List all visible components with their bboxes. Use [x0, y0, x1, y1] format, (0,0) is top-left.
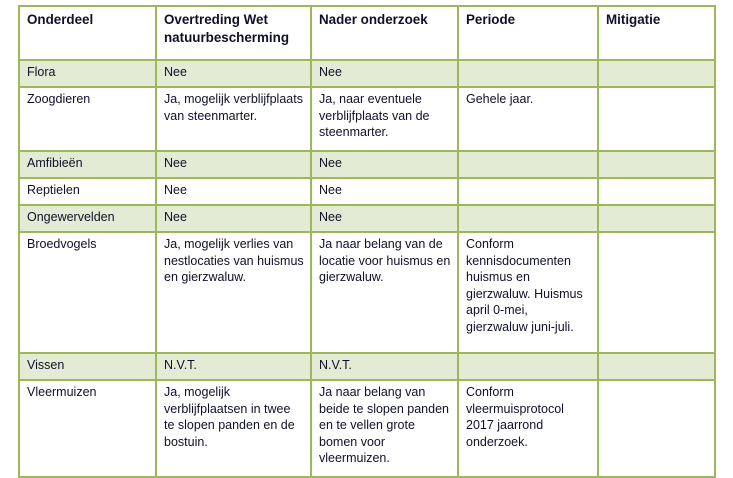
- cell-mitigatie: [598, 60, 715, 87]
- column-header-overtreding-label: Overtreding Wet natuurbescherming: [164, 12, 290, 45]
- cell-overtreding-text: Ja, mogelijk verblijfplaats van steenmarter.: [164, 92, 303, 123]
- cell-periode: [458, 60, 598, 87]
- cell-mitigatie: [598, 87, 715, 151]
- cell-overtreding: [156, 87, 311, 151]
- cell-overtreding: [156, 60, 311, 87]
- cell-onderdeel: [19, 151, 156, 178]
- cell-overtreding-text: Nee: [164, 65, 187, 79]
- cell-nader-onderzoek: [311, 87, 458, 151]
- column-header-periode-label: Periode: [466, 12, 516, 27]
- cell-overtreding: [156, 205, 311, 232]
- table-row: [19, 87, 715, 151]
- cell-periode: [458, 353, 598, 380]
- cell-periode: [458, 151, 598, 178]
- cell-overtreding: [156, 380, 311, 477]
- cell-periode: [458, 380, 598, 477]
- cell-mitigatie: [598, 205, 715, 232]
- column-header-periode: [458, 6, 598, 60]
- cell-mitigatie: [598, 353, 715, 380]
- cell-overtreding: [156, 353, 311, 380]
- cell-onderdeel: [19, 60, 156, 87]
- cell-overtreding-text: Nee: [164, 183, 187, 197]
- cell-nader-onderzoek-text: Ja naar belang van beide te slopen panden en te vellen grote bomen voor vleermuizen.: [319, 385, 449, 466]
- cell-nader-onderzoek-text: Ja naar belang van de locatie voor huismus en gierzwaluw.: [319, 237, 451, 285]
- cell-onderdeel: [19, 178, 156, 205]
- cell-overtreding-text: Nee: [164, 210, 187, 224]
- cell-nader-onderzoek-text: Nee: [319, 156, 342, 170]
- cell-onderdeel: [19, 87, 156, 151]
- cell-onderdeel-text: Vleermuizen: [27, 385, 97, 399]
- cell-nader-onderzoek-text: Ja, naar eventuele verblijfplaats van de steenmarter.: [319, 92, 430, 140]
- cell-periode: [458, 205, 598, 232]
- cell-nader-onderzoek: [311, 60, 458, 87]
- cell-nader-onderzoek-text: Nee: [319, 65, 342, 79]
- cell-periode-text: Conform kennisdocumenten huismus en gierzwaluw. Huismus april 0-mei, gierzwaluw juni-juli.: [466, 237, 583, 334]
- cell-nader-onderzoek: [311, 232, 458, 353]
- cell-onderdeel-text: Flora: [27, 65, 56, 79]
- column-header-nader-onderzoek: [311, 6, 458, 60]
- cell-onderdeel: [19, 205, 156, 232]
- cell-mitigatie: [598, 232, 715, 353]
- cell-mitigatie: [598, 178, 715, 205]
- cell-overtreding-text: Ja, mogelijk verlies van nestlocaties van huismus en gierzwaluw.: [164, 237, 304, 285]
- cell-nader-onderzoek: [311, 353, 458, 380]
- column-header-mitigatie: [598, 6, 715, 60]
- cell-mitigatie: [598, 151, 715, 178]
- cell-periode-text: Conform vleermuisprotocol 2017 jaarrond onderzoek.: [466, 385, 564, 449]
- column-header-overtreding: [156, 6, 311, 60]
- table-header: [19, 6, 715, 60]
- cell-nader-onderzoek-text: Nee: [319, 210, 342, 224]
- cell-onderdeel-text: Vissen: [27, 358, 65, 372]
- column-header-mitigatie-label: Mitigatie: [606, 12, 661, 27]
- cell-periode: [458, 232, 598, 353]
- cell-overtreding: [156, 232, 311, 353]
- cell-onderdeel-text: Ongewervelden: [27, 210, 115, 224]
- ecology-assessment-table-container: [18, 5, 714, 478]
- table-body: [19, 60, 715, 477]
- cell-nader-onderzoek-text: N.V.T.: [319, 358, 352, 372]
- table-row: [19, 353, 715, 380]
- cell-periode: [458, 178, 598, 205]
- column-header-onderdeel: [19, 6, 156, 60]
- cell-nader-onderzoek: [311, 178, 458, 205]
- cell-onderdeel-text: Zoogdieren: [27, 92, 91, 106]
- cell-overtreding: [156, 178, 311, 205]
- table-row: [19, 151, 715, 178]
- cell-periode: [458, 87, 598, 151]
- table-row: [19, 205, 715, 232]
- cell-nader-onderzoek: [311, 151, 458, 178]
- cell-nader-onderzoek: [311, 380, 458, 477]
- cell-overtreding-text: N.V.T.: [164, 358, 197, 372]
- table-row: [19, 178, 715, 205]
- cell-onderdeel: [19, 380, 156, 477]
- cell-overtreding-text: Ja, mogelijk verblijfplaatsen in twee te slopen panden en de bostuin.: [164, 385, 295, 449]
- table-header-row: [19, 6, 715, 60]
- cell-nader-onderzoek-text: Nee: [319, 183, 342, 197]
- cell-nader-onderzoek: [311, 205, 458, 232]
- cell-mitigatie: [598, 380, 715, 477]
- cell-onderdeel-text: Reptielen: [27, 183, 80, 197]
- cell-onderdeel-text: Broedvogels: [27, 237, 97, 251]
- cell-onderdeel: [19, 232, 156, 353]
- column-header-nader-onderzoek-label: Nader onderzoek: [319, 12, 428, 27]
- cell-onderdeel-text: Amfibieën: [27, 156, 83, 170]
- table-row: [19, 380, 715, 477]
- cell-overtreding: [156, 151, 311, 178]
- ecology-assessment-table: [18, 5, 716, 478]
- table-row: [19, 60, 715, 87]
- column-header-onderdeel-label: Onderdeel: [27, 12, 94, 27]
- cell-overtreding-text: Nee: [164, 156, 187, 170]
- table-row: [19, 232, 715, 353]
- cell-periode-text: Gehele jaar.: [466, 92, 534, 106]
- cell-onderdeel: [19, 353, 156, 380]
